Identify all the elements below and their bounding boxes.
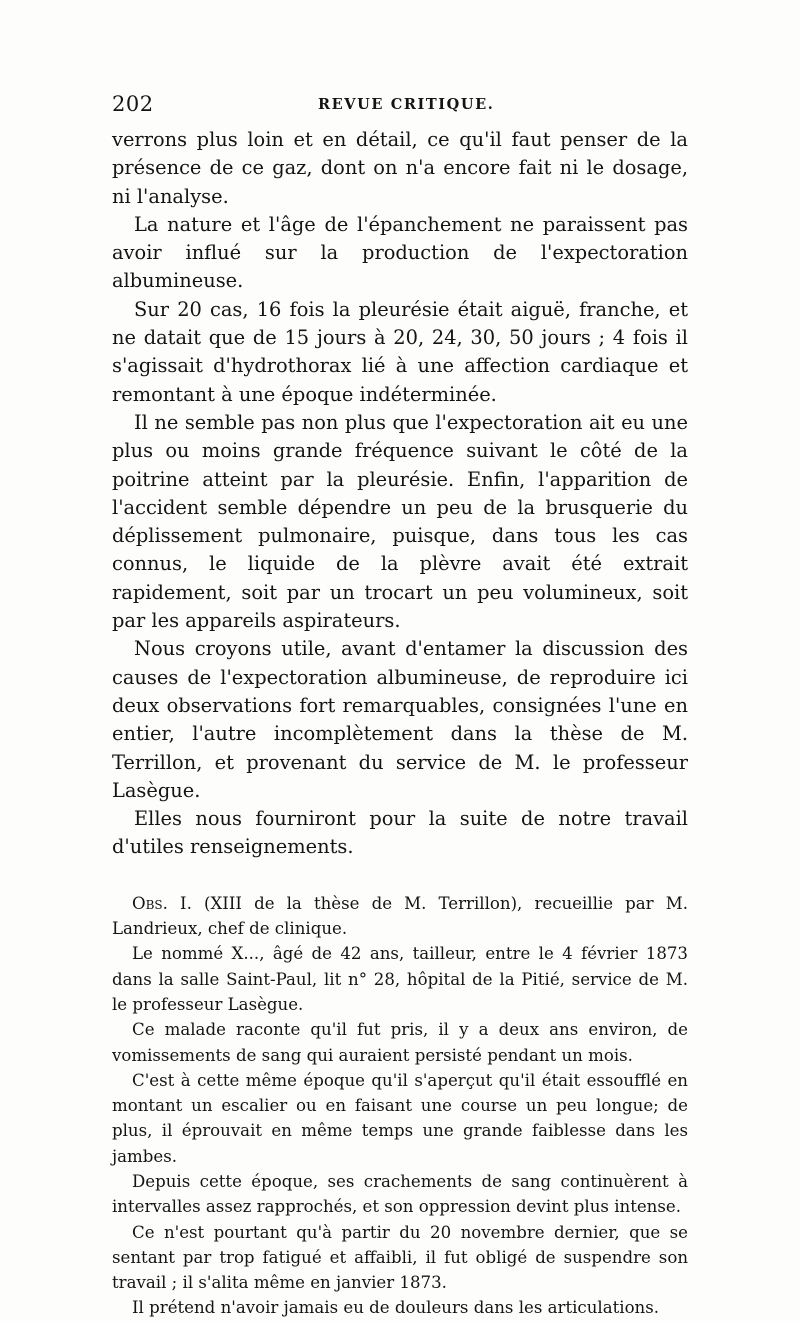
paragraph: Nous croyons utile, avant d'entamer la discussion des causes de l'expectoration albumineuse, de reproduire ici deux observations fort remarquables, consignées l'une en entier, l'autre incomplètement dans la thèse de M. Terrillon, et provenant du service de M. le professeur Lasègue. xyxy=(112,637,688,802)
observation-paragraph: Le nommé X..., âgé de 42 ans, tailleur, entre le 4 février 1873 dans la salle Saint-Paul, lit n° 28, hôpital de la Pitié, service de M. le professeur Lasègue. xyxy=(112,944,688,1014)
paragraph: Sur 20 cas, 16 fois la pleurésie était aiguë, franche, et ne datait que de 15 jours à 20, 24, 30, 50 jours ; 4 fois il s'agissait d'hydrothorax lié à une affection cardiaque et remontant à une époque indéterminée. xyxy=(112,297,688,406)
observation-paragraph: C'est à cette même époque qu'il s'aperçut qu'il était essoufflé en montant un escalier ou en faisant une course un peu longue; de plus, il éprouvait en même temps une grande faiblesse dans les jambes. xyxy=(112,1070,688,1166)
page-number: 202 xyxy=(112,92,154,116)
running-head: REVUE CRITIQUE. xyxy=(318,96,495,113)
observation-label: Obs. I. xyxy=(132,893,192,913)
observation-block xyxy=(112,891,688,1321)
paragraph: Elles nous fourniront pour la suite de notre travail d'utiles renseignements. xyxy=(112,807,688,859)
paragraph: La nature et l'âge de l'épanchement ne paraissent pas avoir influé sur la production de l'expectoration albumineuse. xyxy=(112,212,688,293)
main-text xyxy=(112,126,688,862)
observation-paragraph: Ce malade raconte qu'il fut pris, il y a deux ans environ, de vomissements de sang qui auraient persisté pendant un mois. xyxy=(112,1020,688,1065)
observation-source: (XIII de la thèse de M. Terrillon), recueillie par M. Landrieux, chef de clinique. xyxy=(112,893,688,939)
observation-heading xyxy=(112,891,688,942)
paragraph: Il ne semble pas non plus que l'expectoration ait eu une plus ou moins grande fréquence suivant le côté de la poitrine atteint par la pleurésie. Enfin, l'apparition de l'accident semble dépendre un peu de la brusquerie du déplissement pulmonaire, puisque, dans tous les cas connus, le liquide de la plèvre avait été extrait rapidement, soit par un trocart un peu volumineux, soit par les appareils aspirateurs. xyxy=(112,410,688,633)
observation-paragraph: Il prétend n'avoir jamais eu de douleurs dans les articulations. xyxy=(132,1298,660,1318)
observation-paragraph: Depuis cette époque, ses crachements de sang continuèrent à intervalles assez rapprochés, et son oppression devint plus intense. xyxy=(112,1171,688,1217)
paragraph: verrons plus loin et en détail, ce qu'il faut penser de la présence de ce gaz, dont on n'a encore fait ni le dosage, ni l'analyse. xyxy=(112,128,688,208)
observation-paragraph: Ce n'est pourtant qu'à partir du 20 novembre dernier, que se sentant par trop fatigué et affaibli, il fut obligé de suspendre son travail ; il s'alita même en janvier 1873. xyxy=(112,1222,688,1293)
page-header xyxy=(112,92,688,126)
